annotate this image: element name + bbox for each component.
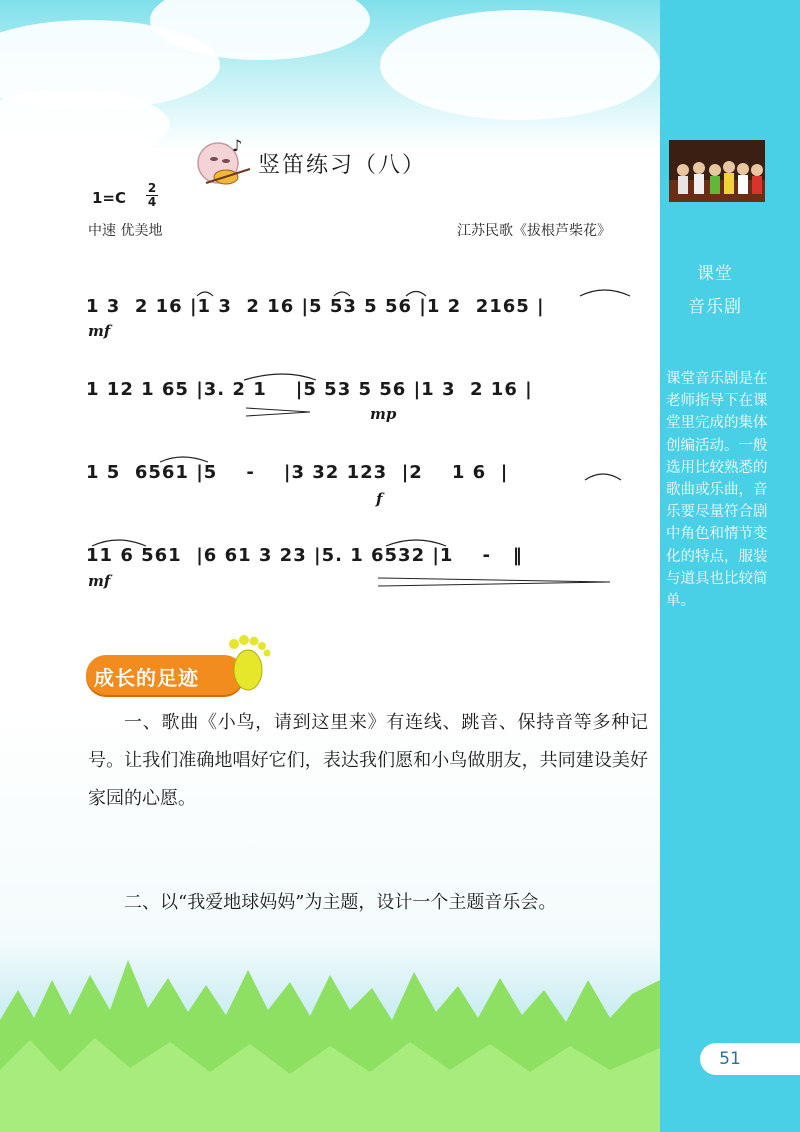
sidebar-title-line2: 音乐剧	[688, 297, 742, 317]
score-row: 1 3 2 16 |1 3 2 16 |5 53 5 56 |1 2 2165 |	[86, 296, 545, 317]
sidebar-description: 课堂音乐剧是在老师指导下在课堂里完成的集体创编活动。一般选用比较熟悉的歌曲或乐曲，音乐要尽量符合剧中角色和情节变化的特点，服装与道具也比较简单。	[666, 371, 768, 610]
score-row: 1 12 1 65 |3. 2 1 |5 53 5 56 |1 3 2 16 |	[86, 379, 533, 400]
dynamic-marking: mf	[88, 322, 111, 340]
pine-trees-decoration	[0, 960, 660, 1132]
paragraph-2: 二、以“我爱地球妈妈”为主题，设计一个主题音乐会。	[124, 892, 557, 913]
paragraph-1: 一、歌曲《小鸟，请到这里来》有连线、跳音、保持音等多种记号。让我们准确地唱好它们，表达我们愿和小鸟做朋友，共同建设美好家园的心愿。	[88, 712, 648, 809]
svg-text:♪: ♪	[232, 136, 243, 155]
stage-photo	[669, 140, 765, 202]
footprint-icon	[226, 632, 272, 694]
time-signature-top: 2	[147, 181, 157, 195]
growth-badge-label: 成长的足迹	[94, 666, 199, 690]
time-signature	[146, 182, 158, 209]
song-source: 江苏民歌《拔根芦柴花》	[457, 223, 611, 239]
dynamic-marking: mf	[88, 572, 111, 590]
cloud-decoration	[380, 10, 660, 120]
dynamic-marking: f	[376, 490, 383, 508]
page-number: 51	[719, 1049, 741, 1069]
time-signature-bottom: 4	[147, 195, 157, 209]
sidebar-title-line1: 课堂	[697, 264, 733, 284]
dynamic-marking: mp	[370, 405, 397, 423]
score-row: 11 6 561 |6 61 3 23 |5. 1 6532 |1 - ‖	[86, 545, 523, 566]
page-title: 竖笛练习（八）	[258, 153, 427, 178]
violin-character-icon	[192, 133, 254, 193]
key-signature: 1=C	[92, 189, 127, 207]
score-row: 1 5 6561 |5 - |3 32 123 |2 1 6 |	[86, 462, 509, 483]
tempo-marking: 中速 优美地	[88, 223, 163, 239]
